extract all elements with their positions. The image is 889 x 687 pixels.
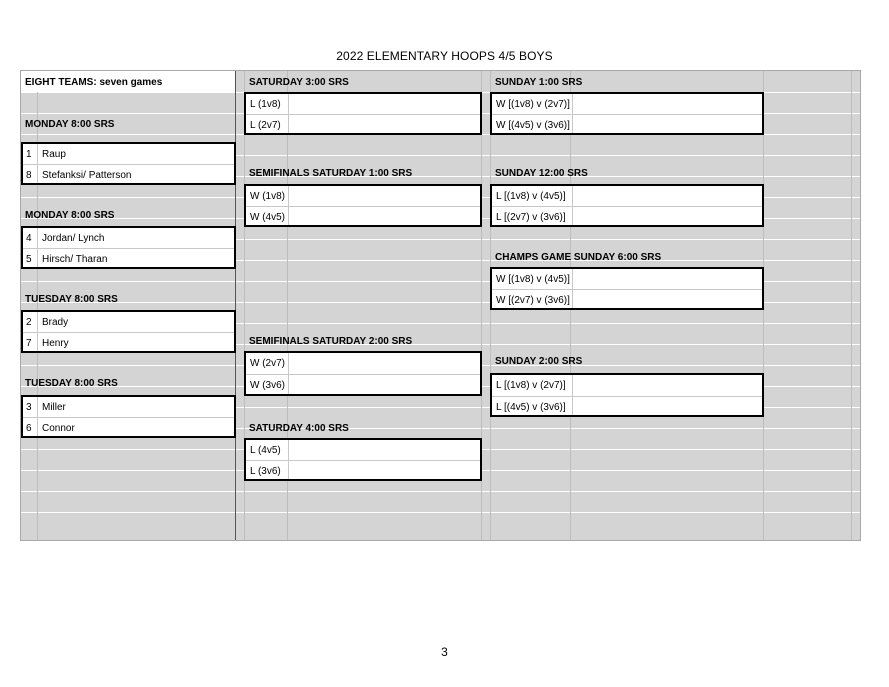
slot-label: L [(2v7) v (3v6)] (496, 212, 566, 223)
team-seed: 5 (26, 254, 32, 265)
slot-label: W (2v7) (250, 358, 285, 369)
game-box-consolation-2 (244, 438, 482, 481)
slot-row (246, 353, 480, 373)
slot-label: L [(1v8) v (4v5)] (496, 191, 566, 202)
grid-line (21, 491, 860, 492)
grid-line (21, 512, 860, 513)
slot-label: W [(4v5) v (3v6)] (496, 120, 570, 131)
slot-label: L [(4v5) v (3v6)] (496, 402, 566, 413)
slot-label: W (1v8) (250, 191, 285, 202)
game-box-1v8 (21, 142, 236, 185)
slot-label: W [(1v8) v (2v7)] (496, 99, 570, 110)
team-seed: 3 (26, 402, 32, 413)
team-seed: 4 (26, 233, 32, 244)
slot-row (246, 460, 480, 480)
game-box-sunday-12 (490, 184, 764, 227)
slot-row (246, 94, 480, 114)
slot-label: L [(1v8) v (2v7)] (496, 380, 566, 391)
team-name: Miller (42, 402, 66, 413)
team-row (23, 397, 234, 417)
team-seed: 7 (26, 338, 32, 349)
team-row (23, 417, 234, 437)
slot-label: W (3v6) (250, 380, 285, 391)
game-label: TUESDAY 8:00 SRS (25, 294, 118, 305)
slot-row (492, 186, 762, 206)
game-box-semifinal-2 (244, 351, 482, 396)
team-seed: 6 (26, 423, 32, 434)
team-name: Jordan/ Lynch (42, 233, 105, 244)
game-box-3v6 (21, 395, 236, 438)
slot-row (492, 396, 762, 416)
slot-label: L (4v5) (250, 445, 281, 456)
slot-row (492, 289, 762, 309)
game-label: TUESDAY 8:00 SRS (25, 378, 118, 389)
team-row (23, 312, 234, 332)
game-box-4v5 (21, 226, 236, 269)
slot-label: W [(1v8) v (4v5)] (496, 274, 570, 285)
team-row (23, 248, 234, 268)
slot-row (492, 114, 762, 134)
page-title: 2022 ELEMENTARY HOOPS 4/5 BOYS (336, 49, 553, 63)
slot-label: L (3v6) (250, 466, 281, 477)
game-label: SATURDAY 3:00 SRS (249, 77, 349, 88)
slot-row (246, 374, 480, 394)
team-name: Connor (42, 423, 75, 434)
slot-row (246, 206, 480, 226)
team-name: Henry (42, 338, 69, 349)
team-row (23, 144, 234, 164)
game-box-consolation (244, 92, 482, 135)
team-seed: 2 (26, 317, 32, 328)
slot-row (492, 375, 762, 395)
game-label: CHAMPS GAME SUNDAY 6:00 SRS (495, 252, 662, 263)
slot-row (246, 440, 480, 460)
team-row (23, 228, 234, 248)
grid-line (851, 71, 852, 540)
game-label: SEMIFINALS SATURDAY 2:00 SRS (249, 336, 413, 347)
team-seed: 1 (26, 149, 32, 160)
slot-row (492, 206, 762, 226)
game-label: SUNDAY 2:00 SRS (495, 356, 583, 367)
game-label: SATURDAY 4:00 SRS (249, 423, 349, 434)
game-label: SUNDAY 1:00 SRS (495, 77, 583, 88)
game-box-2v7 (21, 310, 236, 353)
slot-label: W [(2v7) v (3v6)] (496, 295, 570, 306)
game-label: SUNDAY 12:00 SRS (495, 168, 588, 179)
game-box-sunday-2 (490, 373, 764, 417)
slot-row (492, 94, 762, 114)
game-label: MONDAY 8:00 SRS (25, 210, 115, 221)
game-label: MONDAY 8:00 SRS (25, 119, 115, 130)
slot-label: L (1v8) (250, 99, 281, 110)
team-row (23, 332, 234, 352)
team-name: Raup (42, 149, 66, 160)
slot-label: W (4v5) (250, 212, 285, 223)
slot-row (492, 269, 762, 289)
game-box-sunday-1 (490, 92, 764, 135)
team-row (23, 164, 234, 184)
page-number: 3 (441, 645, 448, 659)
slot-row (246, 186, 480, 206)
slot-row (246, 114, 480, 134)
bracket-summary: EIGHT TEAMS: seven games (25, 77, 163, 88)
team-name: Stefanksi/ Patterson (42, 170, 132, 181)
slot-label: L (2v7) (250, 120, 281, 131)
bracket-sheet (20, 70, 861, 541)
game-label: SEMIFINALS SATURDAY 1:00 SRS (249, 168, 413, 179)
team-seed: 8 (26, 170, 32, 181)
game-box-championship (490, 267, 764, 310)
team-name: Brady (42, 317, 69, 328)
game-box-semifinal-1 (244, 184, 482, 227)
team-name: Hirsch/ Tharan (42, 254, 108, 265)
